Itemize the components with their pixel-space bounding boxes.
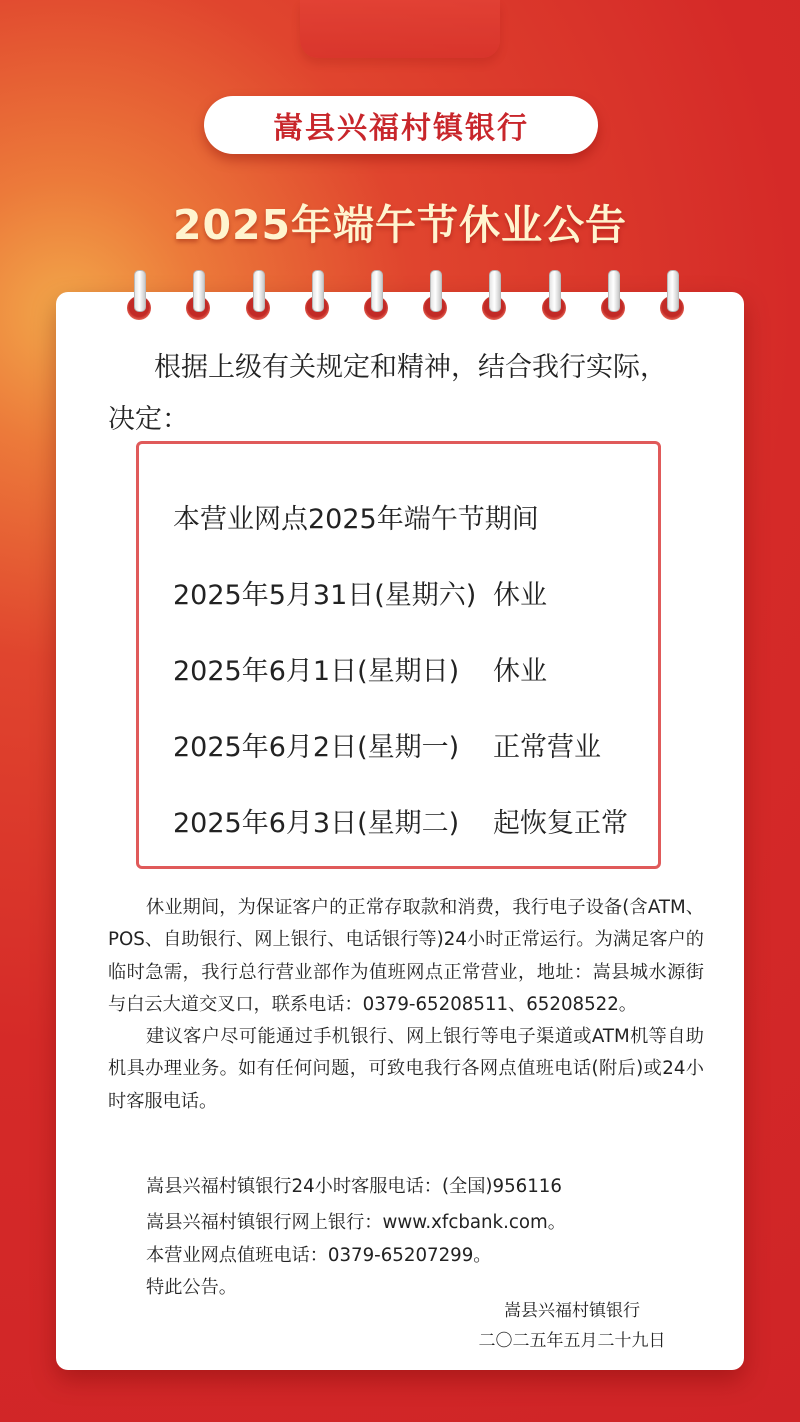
binder-ring — [245, 270, 271, 324]
intro-line-1: 根据上级有关规定和精神，结合我行实际， — [154, 352, 667, 383]
schedule-date: 2025年5月31日(星期六) — [173, 580, 477, 611]
notice-title: 2025年端午节休业公告 — [172, 201, 628, 249]
bank-name-banner — [204, 96, 598, 154]
duty-phone-text: 本营业网点值班电话：0379-65207299。 — [146, 1245, 492, 1266]
website-text: 嵩县兴福村镇银行网上银行：www.xfcbank.com。 — [146, 1212, 566, 1233]
bank-name: 嵩县兴福村镇银行 — [273, 111, 529, 146]
schedule-date: 2025年6月1日(星期日) — [173, 656, 460, 687]
schedule-row — [173, 725, 601, 764]
body-paragraph: 建议客户尽可能通过手机银行、网上银行等电子渠道或ATM机等自助机具办理业务。如有任何问题，可致电我行各网点值班电话(附后)或24小时客服电话。 — [108, 1026, 704, 1112]
schedule-date: 2025年6月3日(星期二) — [173, 808, 460, 839]
hotline-text: 嵩县兴福村镇银行24小时客服电话：(全国)956116 — [146, 1176, 562, 1197]
binder-ring — [304, 270, 330, 324]
binder-ring — [541, 270, 567, 324]
schedule-heading: 本营业网点2025年端午节期间 — [173, 504, 539, 535]
binder-ring — [481, 270, 507, 324]
schedule-status: 正常营业 — [493, 732, 601, 763]
schedule-status: 休业 — [493, 580, 547, 611]
signature-org: 嵩县兴福村镇银行 — [504, 1301, 640, 1321]
binder-ring — [363, 270, 389, 324]
closing-text: 特此公告。 — [146, 1277, 237, 1298]
schedule-row — [173, 573, 547, 612]
schedule-row — [173, 649, 547, 688]
intro-line-2: 决定： — [108, 404, 189, 435]
body-paragraph: 休业期间，为保证客户的正常存取款和消费，我行电子设备(含ATM、POS、自助银行、网上银行、电话银行等)24小时正常运行。为满足客户的临时急需，我行总行营业部作为值班网点正常营业，地址：嵩县城水源街与白云大道交叉口，联系电话：0379-65208511、65208522。 — [108, 897, 704, 1015]
binder-ring — [126, 270, 152, 324]
notice-body — [108, 892, 704, 1118]
schedule-row — [173, 801, 628, 840]
binder-ring — [185, 270, 211, 324]
intro-text — [108, 342, 708, 446]
schedule-status: 休业 — [493, 656, 547, 687]
top-hanger-tab — [300, 0, 500, 58]
schedule-date: 2025年6月2日(星期一) — [173, 732, 460, 763]
signature-date: 二〇二五年五月二十九日 — [478, 1331, 666, 1351]
binder-ring — [600, 270, 626, 324]
binder-ring — [422, 270, 448, 324]
schedule-status: 起恢复正常 — [493, 808, 628, 839]
binder-ring — [659, 270, 685, 324]
